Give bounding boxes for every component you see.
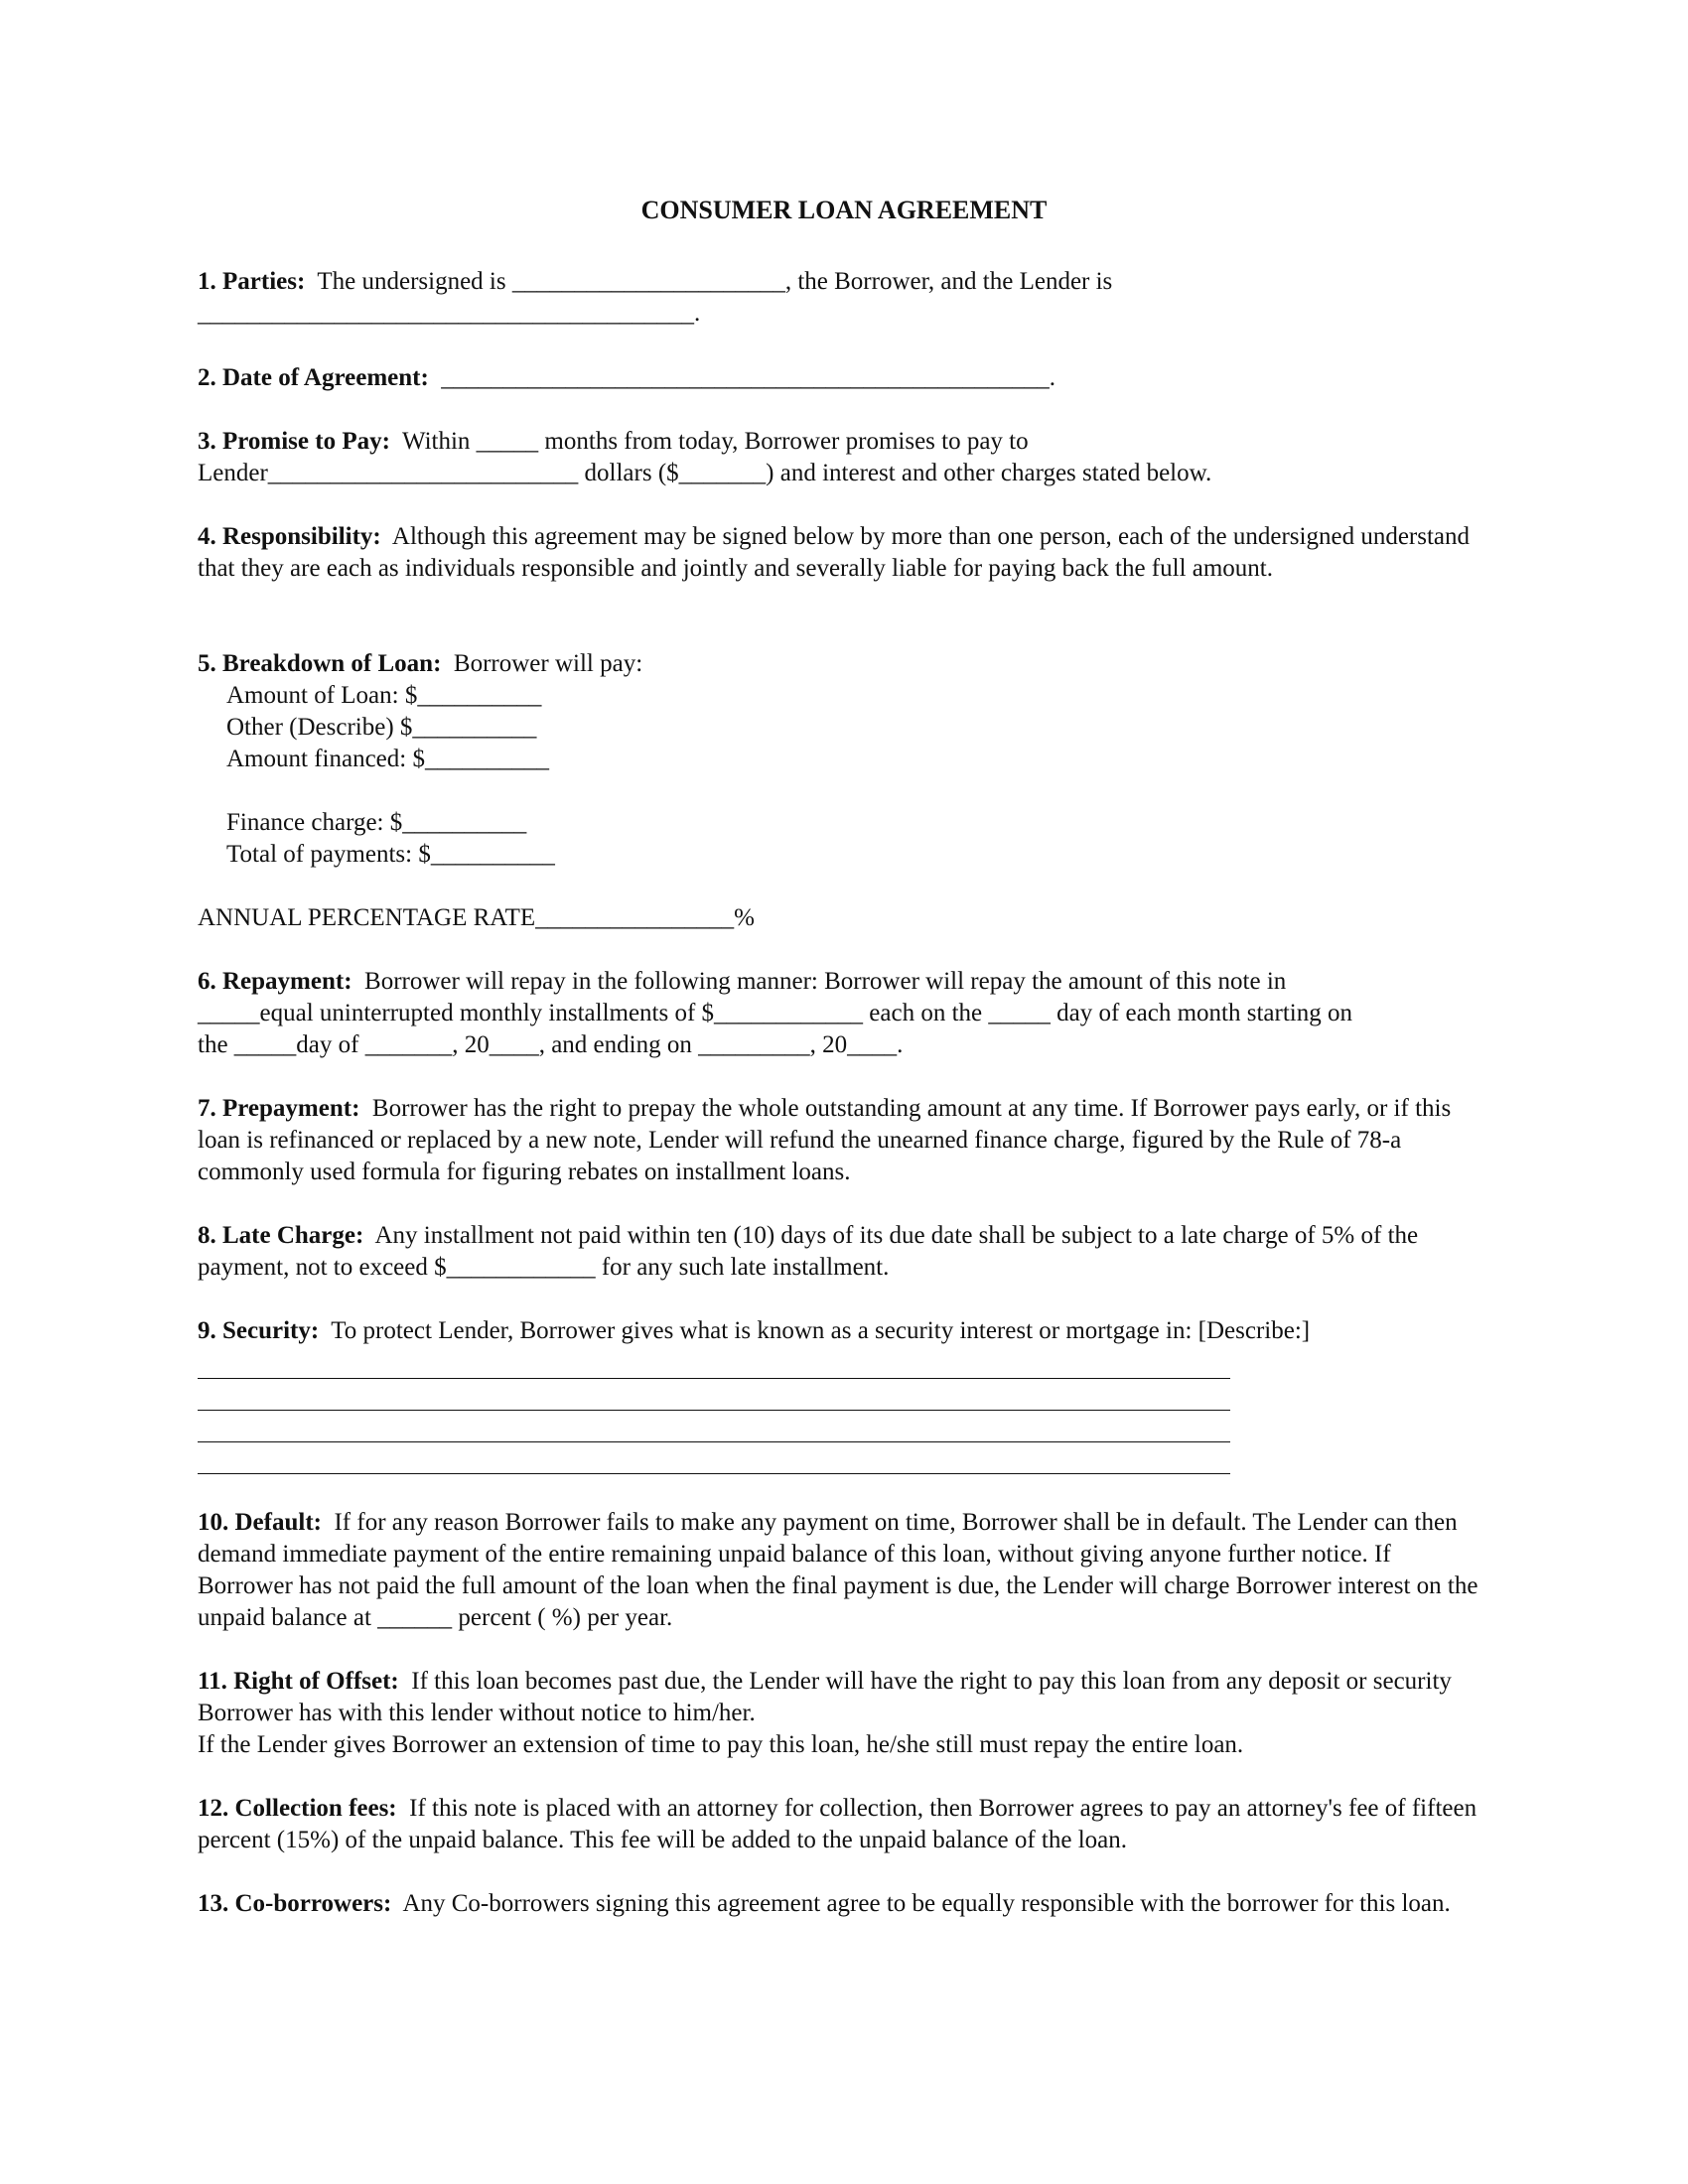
section-heading: 12. Collection fees: xyxy=(198,1795,397,1822)
blank-line xyxy=(198,1442,1230,1474)
section-heading: 13. Co-borrowers: xyxy=(198,1890,392,1917)
section-text: Although this agreement may be signed below by more than one person, each of the undersigned understand that they are each as individuals responsible and jointly and severally liable for paying back the full amount. xyxy=(198,523,1471,582)
section-text: If this loan becomes past due, the Lender will have the right to pay this loan from any deposit or security Borrower has with this lender without notice to him/her. xyxy=(198,1668,1452,1726)
blank-line xyxy=(198,1347,1230,1379)
section-text: Within _____ months from today, Borrower promises to pay to xyxy=(402,428,1029,455)
blank-line xyxy=(198,1411,1230,1442)
section-heading: 3. Promise to Pay: xyxy=(198,428,390,455)
breakdown-item: Total of payments: $__________ xyxy=(226,841,555,868)
section-security xyxy=(198,1315,1488,1474)
section-text: Any Co-borrowers signing this agreement agree to be equally responsible with the borrower for this loan. xyxy=(402,1890,1451,1917)
section-heading: 11. Right of Offset: xyxy=(198,1668,399,1695)
section-heading: 1. Parties: xyxy=(198,268,306,295)
section-text: If for any reason Borrower fails to make any payment on time, Borrower shall be in default. The Lender can then demand immediate payment of the entire remaining unpaid balance of this loan, without giving anyone further notice. If Borrower has not paid the full amount of the loan when the final payment is due, the Lender will charge Borrower interest on the unpaid balance at ______ percent ( %) per year. xyxy=(198,1509,1478,1631)
section-promise-to-pay xyxy=(198,426,1488,489)
breakdown-item: Amount financed: $__________ xyxy=(226,746,549,772)
document-title: CONSUMER LOAN AGREEMENT xyxy=(640,196,1048,224)
section-heading: 6. Repayment: xyxy=(198,968,352,995)
section-responsibility xyxy=(198,521,1488,585)
section-text: _________________________________________________. xyxy=(441,364,1056,391)
breakdown-item: Other (Describe) $__________ xyxy=(226,714,537,741)
section-text: If the Lender gives Borrower an extension of time to pay this loan, he/she still must repay the entire loan. xyxy=(198,1731,1244,1758)
apr-line: ANNUAL PERCENTAGE RATE________________% xyxy=(198,904,755,931)
breakdown-item: Amount of Loan: $__________ xyxy=(226,682,542,709)
section-text: Any installment not paid within ten (10) days of its due date shall be subject to a late charge of 5% of the payment, not to exceed $____________ for any such late installment. xyxy=(198,1222,1419,1281)
section-text: If this note is placed with an attorney for collection, then Borrower agrees to pay an attorney's fee of fifteen percent (15%) of the unpaid balance. This fee will be added to the unpaid balance of the loan. xyxy=(198,1795,1477,1853)
section-repayment xyxy=(198,966,1488,1061)
section-heading: 9. Security: xyxy=(198,1317,320,1344)
section-text: The undersigned is ______________________, the Borrower, and the Lender is xyxy=(317,268,1113,295)
section-parties xyxy=(198,266,1488,330)
section-date xyxy=(198,362,1488,394)
section-text: Borrower has the right to prepay the whole outstanding amount at any time. If Borrower pays early, or if this loan is refinanced or replaced by a new note, Lender will refund the unearned finance charge, figured by the Rule of 78-a commonly used formula for figuring rebates on installment loans. xyxy=(198,1095,1452,1185)
section-heading: 4. Responsibility: xyxy=(198,523,381,550)
breakdown-item: Finance charge: $__________ xyxy=(226,809,527,836)
section-heading: 10. Default: xyxy=(198,1509,322,1536)
section-breakdown xyxy=(198,648,1488,934)
section-text: Borrower will repay in the following manner: Borrower will repay the amount of this note in xyxy=(364,968,1287,995)
blank-line xyxy=(198,1379,1230,1411)
section-text: Borrower will pay: xyxy=(453,650,643,677)
section-right-of-offset xyxy=(198,1666,1488,1761)
section-collection-fees xyxy=(198,1793,1488,1856)
section-text: _____equal uninterrupted monthly installments of $____________ each on the _____ day of each month starting on xyxy=(198,1000,1352,1026)
section-text: ________________________________________. xyxy=(198,300,701,327)
section-text: To protect Lender, Borrower gives what is known as a security interest or mortgage in: [Describe:] xyxy=(331,1317,1311,1344)
section-heading: 7. Prepayment: xyxy=(198,1095,360,1122)
section-heading: 8. Late Charge: xyxy=(198,1222,364,1249)
section-late-charge xyxy=(198,1220,1488,1284)
section-prepayment xyxy=(198,1093,1488,1188)
section-text: Lender_________________________ dollars ($_______) and interest and other charges stated below. xyxy=(198,460,1212,486)
section-heading: 5. Breakdown of Loan: xyxy=(198,650,442,677)
section-default xyxy=(198,1507,1488,1634)
section-heading: 2. Date of Agreement: xyxy=(198,364,429,391)
section-text: the _____day of _______, 20____, and ending on _________, 20____. xyxy=(198,1031,904,1058)
section-co-borrowers xyxy=(198,1888,1488,1920)
